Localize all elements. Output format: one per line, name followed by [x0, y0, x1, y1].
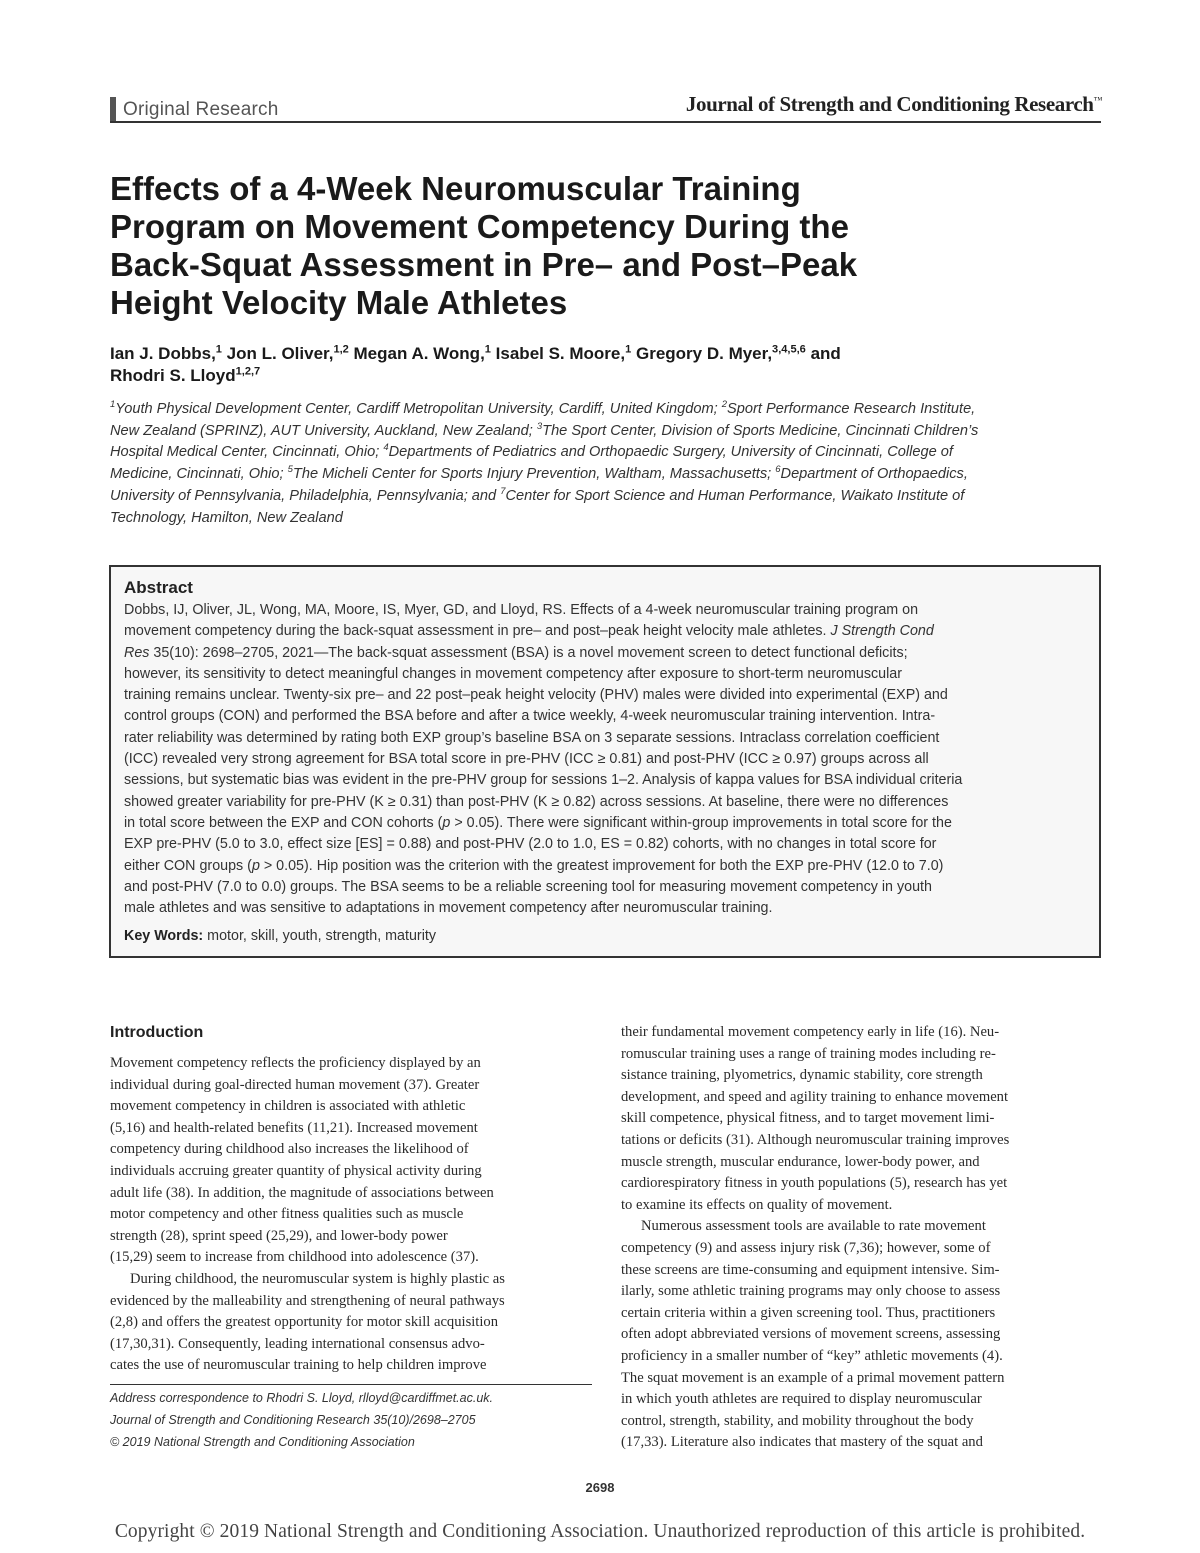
- affil-number: 7: [500, 485, 506, 497]
- keywords-label: Key Words:: [124, 928, 204, 944]
- abstract-line: [124, 813, 1090, 834]
- author-affil: 1: [484, 343, 491, 356]
- section-marker-bar: [110, 97, 116, 123]
- body-line: cates the use of neuromuscular training to help children improve: [110, 1357, 487, 1374]
- body-line: muscle strength, muscular endurance, lower-body power, and: [621, 1153, 980, 1170]
- body-line: The squat movement is an example of a primal movement pattern: [621, 1369, 1005, 1386]
- body-line: development, and speed and agility training to enhance movement: [621, 1088, 1009, 1105]
- journal-abbrev: Res: [124, 644, 150, 661]
- affiliation-line: [110, 508, 1105, 530]
- body-line: certain criteria within a given screening tool. Thus, practitioners: [621, 1304, 996, 1321]
- body-line: evidenced by the malleability and strengthening of neural pathways: [110, 1292, 505, 1309]
- affil-text: Departments of Pediatrics and Orthopaedic Surgery, University of Cincinnati, College of: [388, 444, 953, 461]
- keywords: [124, 928, 436, 944]
- keywords-list: motor, skill, youth, strength, maturity: [203, 928, 436, 944]
- affiliation-line: [110, 464, 1105, 486]
- footnotes: [110, 1387, 590, 1453]
- body-line: individual during goal-directed human movement (37). Greater: [110, 1076, 480, 1093]
- title-line: Height Velocity Male Athletes: [110, 284, 568, 321]
- body-line: to examine its effects on quality of movement.: [621, 1196, 893, 1213]
- body-line: competency during childhood also increases the likelihood of: [110, 1141, 469, 1158]
- abstract-span: > 0.05). Hip position was the criterion with the greatest improvement for both the EXP pre-PHV (12.0 to 7.0): [259, 857, 944, 874]
- author-name: Rhodri S. Lloyd: [110, 366, 236, 385]
- abstract-line: showed greater variability for pre-PHV (K ≥ 0.31) than post-PHV (K ≥ 0.82) across sessions. At baseline, there were no differences: [124, 793, 949, 810]
- abstract-line: Dobbs, IJ, Oliver, JL, Wong, MA, Moore, IS, Myer, GD, and Lloyd, RS. Effects of a 4-week neuromuscular training program on: [124, 602, 919, 618]
- body-line: Numerous assessment tools are available to rate movement: [641, 1218, 986, 1235]
- author-name: Jon L. Oliver,: [221, 344, 334, 363]
- body-column-left: [110, 1053, 590, 1377]
- journal-logo: [686, 92, 1102, 117]
- title-line: Effects of a 4-Week Neuromuscular Training: [110, 170, 801, 207]
- affil-text: Youth Physical Development Center, Cardiff Metropolitan University, Cardiff, United Kingdom;: [115, 401, 722, 417]
- section-heading-introduction: Introduction: [110, 1024, 204, 1041]
- affil-number: 2: [721, 399, 728, 411]
- affil-number: 6: [775, 464, 781, 476]
- abstract-span: in total score between the EXP and CON cohorts (: [124, 814, 443, 831]
- footnote-copyright: © 2019 National Strength and Conditioning Association: [110, 1435, 415, 1449]
- body-line: (2,8) and offers the greatest opportunity for motor skill acquisition: [110, 1314, 499, 1331]
- affil-number: 5: [287, 464, 293, 476]
- author-affil: 1: [215, 343, 222, 356]
- body-line: (17,30,31). Consequently, leading international consensus advo-: [110, 1335, 485, 1352]
- body-line: ilarly, some athletic training programs may only choose to assess: [621, 1283, 1001, 1300]
- affil-number: 3: [536, 420, 543, 432]
- footnote-citation: Journal of Strength and Conditioning Research 35(10)/2698–2705: [110, 1413, 476, 1427]
- author-affil: 1,2,7: [235, 365, 261, 378]
- body-line: adult life (38). In addition, the magnitude of associations between: [110, 1184, 494, 1201]
- abstract-span: 35(10): 2698–2705, 2021—The back-squat assessment (BSA) is a novel movement screen to detect functional deficits;: [149, 644, 908, 661]
- abstract-text: [124, 600, 1090, 919]
- body-column-right: [621, 1022, 1101, 1454]
- body-line: (5,16) and health-related benefits (11,21). Increased movement: [110, 1119, 478, 1136]
- affiliations: [110, 399, 1105, 529]
- affil-text: New Zealand (SPRINZ), AUT University, Auckland, New Zealand;: [110, 422, 537, 439]
- p-symbol: p: [251, 857, 260, 874]
- article-title: [110, 170, 1100, 322]
- title-line: Program on Movement Competency During the: [110, 208, 849, 245]
- body-line: tations or deficits (31). Although neuromuscular training improves: [621, 1131, 1010, 1148]
- author-line: [110, 365, 1100, 387]
- body-line: strength (28), sprint speed (25,29), and lower-body power: [110, 1227, 448, 1244]
- p-symbol: p: [442, 814, 451, 831]
- author-affil: 1: [625, 343, 632, 356]
- title-line: Back-Squat Assessment in Pre– and Post–Peak: [110, 246, 858, 283]
- header-rule: [110, 121, 1101, 123]
- journal-name: Journal of Strength and Conditioning Research: [685, 92, 1094, 116]
- affil-text: Department of Orthopaedics,: [780, 466, 968, 483]
- affil-number: 1: [110, 399, 116, 411]
- body-line: Movement competency reflects the proficiency displayed by an: [110, 1055, 481, 1071]
- abstract-line: [124, 856, 1090, 877]
- body-line: proficiency in a smaller number of “key” athletic movements (4).: [621, 1347, 1003, 1364]
- abstract-heading: Abstract: [124, 578, 193, 597]
- journal-abbrev: J Strength Cond: [830, 623, 934, 640]
- abstract-line: however, its sensitivity to detect meaningful changes in movement competency after exposure to short-term neuromuscular: [124, 665, 902, 682]
- affil-text: University of Pennsylvania, Philadelphia, Pennsylvania; and: [110, 487, 501, 504]
- body-line: individuals accruing greater quantity of physical activity during: [110, 1162, 482, 1179]
- affil-text: Hospital Medical Center, Cincinnati, Ohio;: [110, 444, 384, 461]
- affiliation-line: [110, 486, 1105, 508]
- abstract-line: male athletes and was sensitive to adaptations in movement competency after neuromuscular training.: [124, 900, 773, 917]
- abstract-line: sessions, but systematic bias was evident in the pre-PHV group for sessions 1–2. Analysis of kappa values for BSA individual criteria: [124, 772, 963, 789]
- author-line: [110, 343, 1100, 365]
- abstract-line: (ICC) revealed very strong agreement for BSA total score in pre-PHV (ICC ≥ 0.81) and post-PHV (ICC ≥ 0.97) groups across all: [124, 751, 929, 768]
- author-affil: 1,2: [333, 343, 349, 356]
- abstract-line: [124, 621, 1090, 642]
- body-line: movement competency in children is associated with athletic: [110, 1098, 466, 1115]
- body-line: During childhood, the neuromuscular system is highly plastic as: [130, 1270, 505, 1287]
- copyright-notice: Copyright © 2019 National Strength and Conditioning Association. Unauthorized reproduction of this article is prohibited.: [114, 1521, 1086, 1542]
- affil-text: Sport Performance Research Institute,: [727, 401, 976, 417]
- affiliation-line: [110, 421, 1105, 443]
- affiliation-line: [110, 442, 1105, 464]
- author-name: Megan A. Wong,: [348, 344, 485, 363]
- abstract-line: training remains unclear. Twenty-six pre– and 22 post–peak height velocity (PHV) males were divided into experimental (EXP) and: [124, 687, 948, 704]
- trademark-mark: ™: [1093, 95, 1102, 105]
- body-line: motor competency and other fitness qualities such as muscle: [110, 1206, 464, 1223]
- author-name: Ian J. Dobbs,: [110, 344, 216, 363]
- body-line: sistance training, plyometrics, dynamic stability, core strength: [621, 1067, 983, 1084]
- body-line: (15,29) seem to increase from childhood into adolescence (37).: [110, 1249, 479, 1266]
- author-name: Isabel S. Moore,: [490, 344, 626, 363]
- body-line: often adopt abbreviated versions of movement screens, assessing: [621, 1326, 1001, 1343]
- body-line: romuscular training uses a range of training modes including re-: [621, 1045, 996, 1062]
- body-line: these screens are time-consuming and equipment intensive. Sim-: [621, 1261, 1000, 1278]
- affil-text: Medicine, Cincinnati, Ohio;: [110, 466, 288, 483]
- affil-text: Technology, Hamilton, New Zealand: [110, 509, 343, 526]
- affil-text: The Micheli Center for Sports Injury Prevention, Waltham, Massachusetts;: [292, 466, 776, 483]
- body-line: competency (9) and assess injury risk (7,36); however, some of: [621, 1239, 991, 1256]
- body-line: their fundamental movement competency early in life (16). Neu-: [621, 1024, 1000, 1040]
- body-line: in which youth athletes are required to display neuromuscular: [621, 1391, 982, 1408]
- footnote-rule: [110, 1384, 592, 1385]
- abstract-line: EXP pre-PHV (5.0 to 3.0, effect size [ES] = 0.88) and post-PHV (2.0 to 1.0, ES = 0.82) cohorts, with no changes in total score for: [124, 836, 937, 853]
- author-conjunction: and: [805, 344, 841, 363]
- page-number: 2698: [585, 1480, 615, 1495]
- section-label: Original Research: [123, 99, 279, 120]
- abstract-span: movement competency during the back-squat assessment in pre– and post–peak height velocity male athletes.: [124, 623, 831, 640]
- abstract-span: either CON groups (: [124, 857, 252, 874]
- affil-text: The Sport Center, Division of Sports Medicine, Cincinnati Children’s: [542, 422, 979, 439]
- abstract-line: rater reliability was determined by rating both EXP group’s baseline BSA on 3 separate sessions. Intraclass correlation coefficient: [124, 729, 940, 746]
- affil-text: Center for Sport Science and Human Performance, Waikato Institute of: [505, 487, 965, 504]
- body-line: skill competence, physical fitness, and to target movement limi-: [621, 1110, 995, 1127]
- abstract-line: and post-PHV (7.0 to 0.0) groups. The BSA seems to be a reliable screening tool for measuring movement competency in youth: [124, 878, 932, 895]
- author-affil: 3,4,5,6: [772, 343, 806, 356]
- affiliation-line: [110, 399, 1105, 421]
- abstract-span: > 0.05). There were significant within-group improvements in total score for the: [450, 814, 952, 831]
- author-list: [110, 343, 1100, 387]
- body-line: control, strength, stability, and mobility throughout the body: [621, 1412, 974, 1429]
- body-line: (17,33). Literature also indicates that mastery of the squat and: [621, 1434, 983, 1451]
- author-name: Gregory D. Myer,: [631, 344, 773, 363]
- body-line: cardiorespiratory fitness in youth populations (5), research has yet: [621, 1175, 1008, 1192]
- abstract-line: control groups (CON) and performed the BSA before and after a twice weekly, 4-week neuromuscular training intervention. Intra-: [124, 708, 936, 725]
- affil-number: 4: [383, 442, 389, 454]
- footnote-correspondence: Address correspondence to Rhodri S. Lloyd, rlloyd@cardiffmet.ac.uk.: [110, 1391, 494, 1405]
- abstract-line: [124, 643, 1090, 664]
